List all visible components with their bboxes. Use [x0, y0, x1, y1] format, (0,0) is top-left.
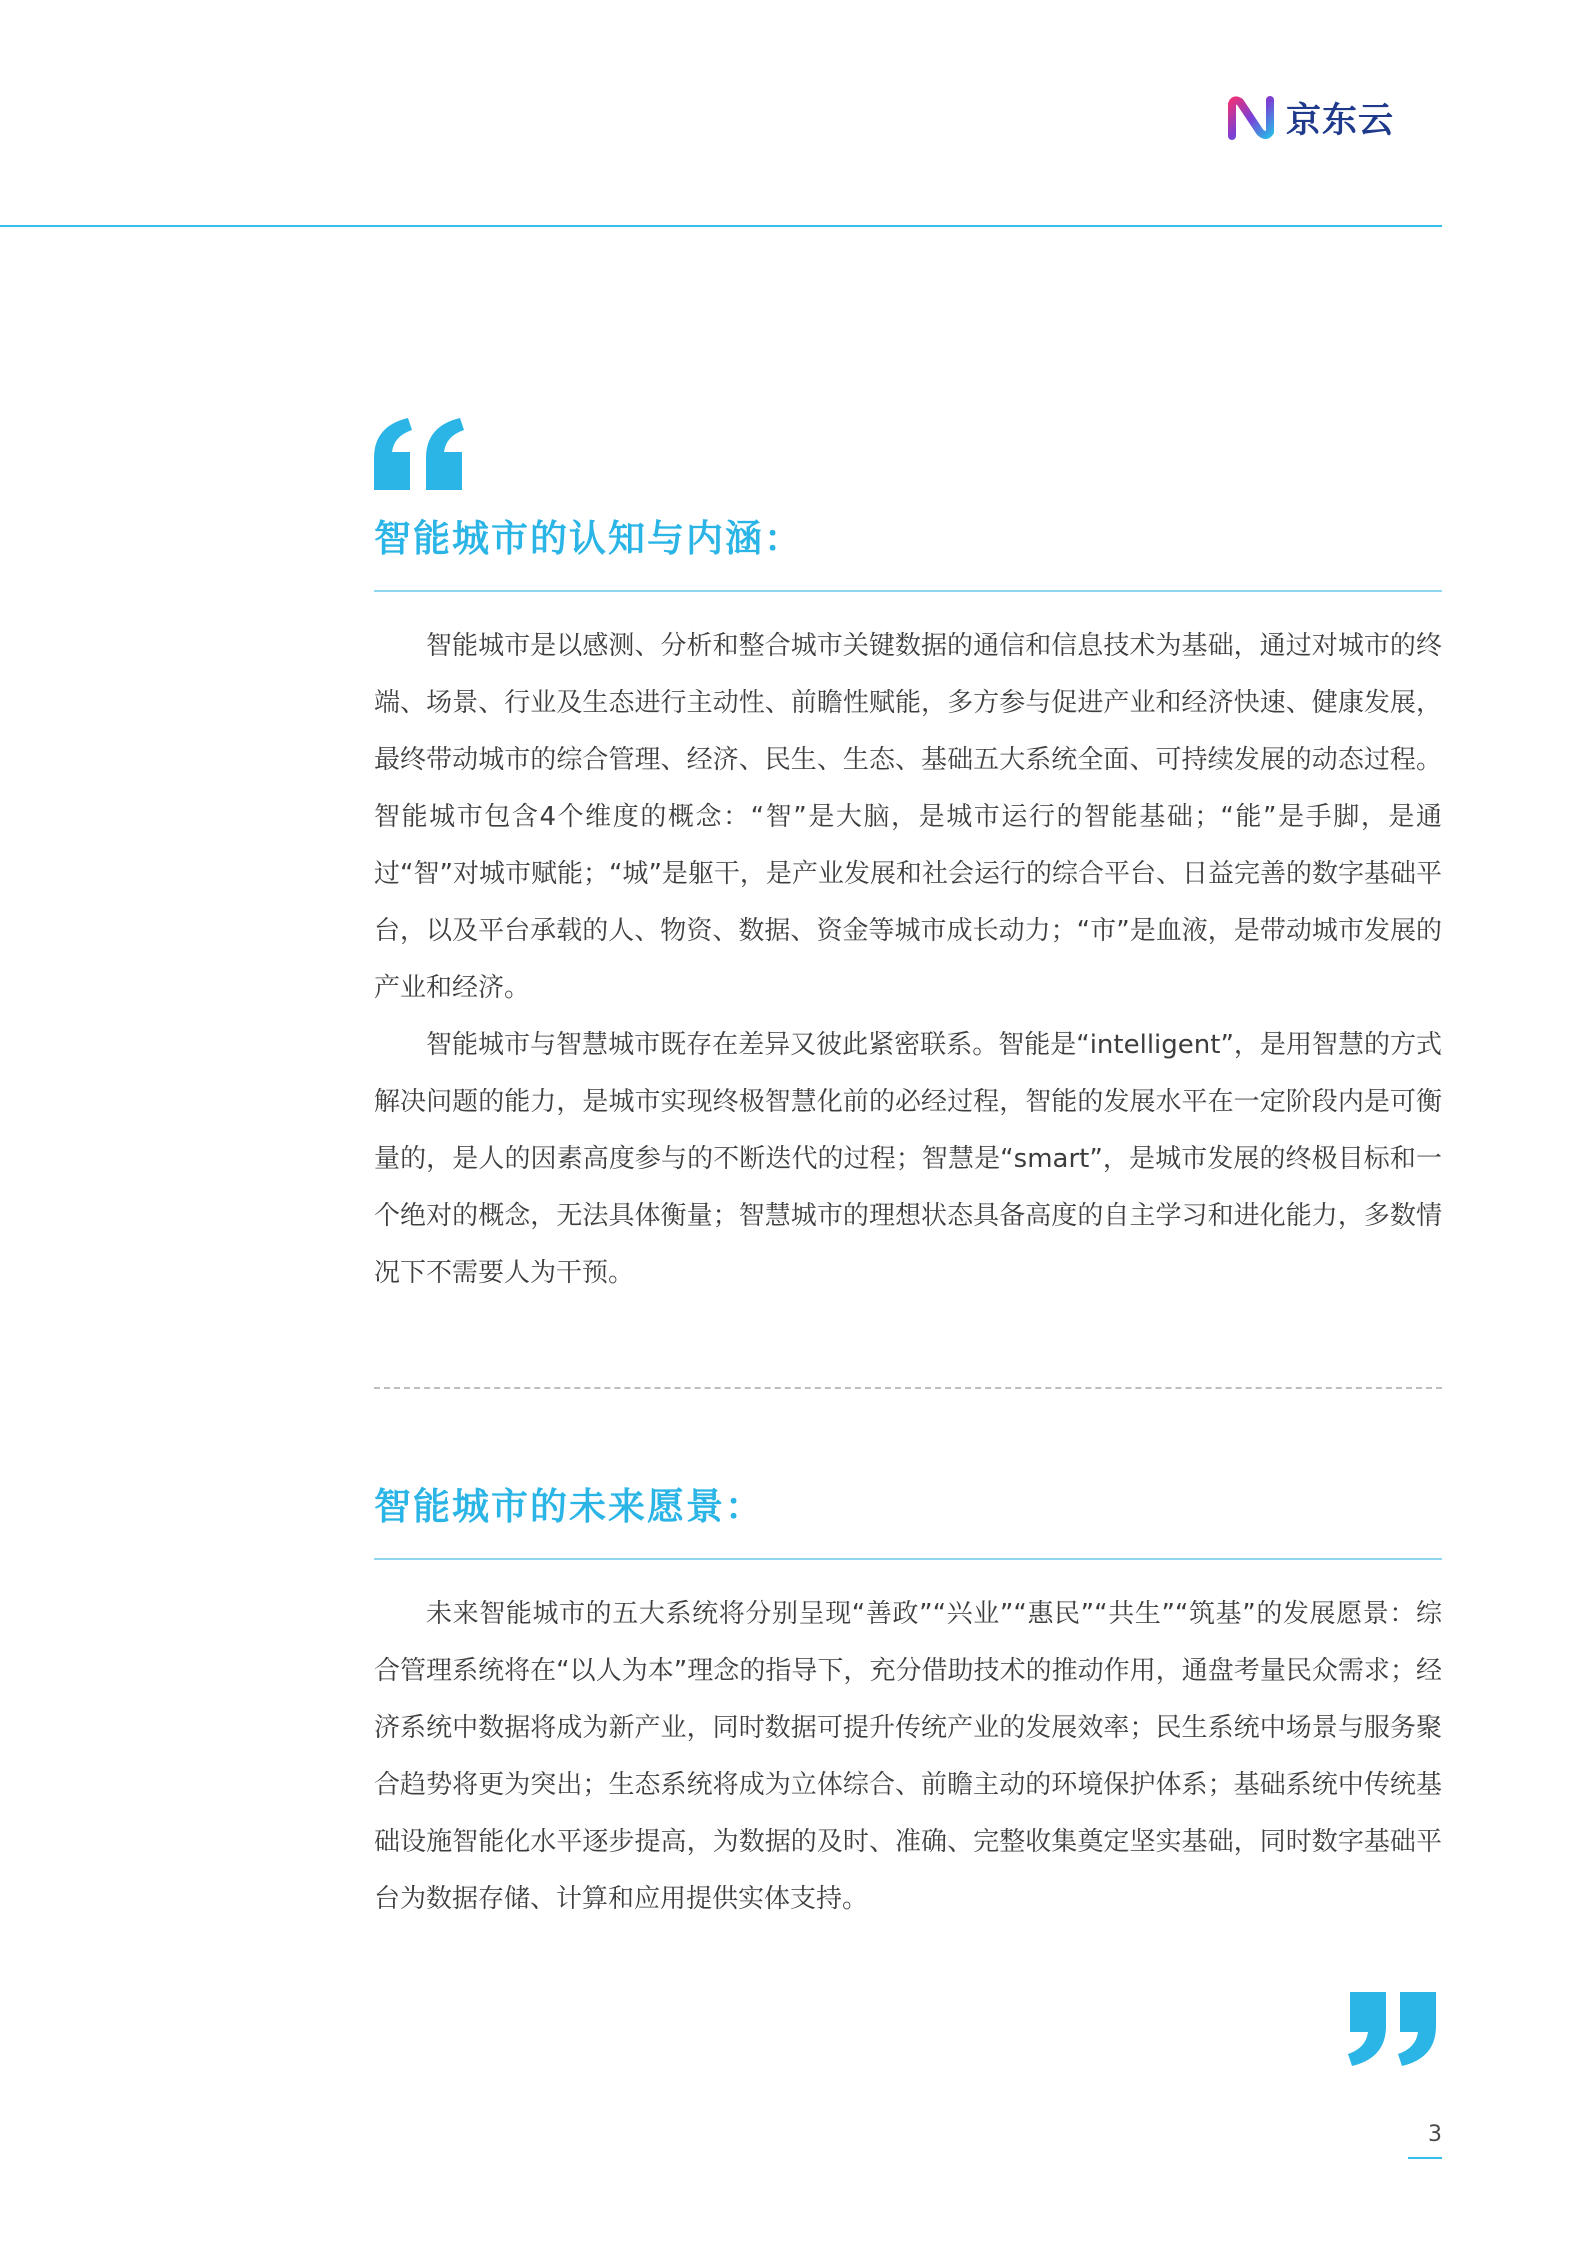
section-title-rule [374, 1558, 1442, 1560]
jdcloud-logo [1224, 92, 1394, 144]
close-quote-icon [1342, 1992, 1442, 2066]
section-body-vision [374, 1586, 1442, 1928]
section-body-cognition [374, 618, 1442, 1302]
header-rule [0, 225, 1442, 227]
open-quote-icon [370, 418, 470, 490]
logo-text: 京东云 [1286, 101, 1395, 141]
dashed-divider [374, 1387, 1442, 1389]
page-number: 3 [1428, 2122, 1442, 2147]
jdcloud-logo-icon [1224, 92, 1282, 144]
section-title-cognition: 智能城市的认知与内涵： [374, 517, 803, 560]
paragraph: 智能城市是以感测、分析和整合城市关键数据的通信和信息技术为基础，通过对城市的终端、场景、行业及生态进行主动性、前瞻性赋能，多方参与促进产业和经济快速、健康发展，最终带动城市的综合管理、经济、民生、生态、基础五大系统全面、可持续发展的动态过程。智能城市包含4个维度的概念：“智”是大脑，是城市运行的智能基础；“能”是手脚，是通过“智”对城市赋能；“城”是躯干，是产业发展和社会运行的综合平台、日益完善的数字基础平台，以及平台承载的人、物资、数据、资金等城市成长动力；“市”是血液，是带动城市发展的产业和经济。 [374, 631, 1442, 1003]
paragraph: 智能城市与智慧城市既存在差异又彼此紧密联系。智能是“intelligent”，是用智慧的方式解决问题的能力，是城市实现终极智慧化前的必经过程，智能的发展水平在一定阶段内是可衡量的，是人的因素高度参与的不断迭代的过程；智慧是“smart”，是城市发展的终极目标和一个绝对的概念，无法具体衡量；智慧城市的理想状态具备高度的自主学习和进化能力，多数情况下不需要人为干预。 [374, 1030, 1442, 1288]
paragraph: 未来智能城市的五大系统将分别呈现“善政”“兴业”“惠民”“共生”“筑基”的发展愿景：综合管理系统将在“以人为本”理念的指导下，充分借助技术的推动作用，通盘考量民众需求；经济系统中数据将成为新产业，同时数据可提升传统产业的发展效率；民生系统中场景与服务聚合趋势将更为突出；生态系统将成为立体综合、前瞻主动的环境保护体系；基础系统中传统基础设施智能化水平逐步提高，为数据的及时、准确、完整收集奠定坚实基础，同时数字基础平台为数据存储、计算和应用提供实体支持。 [374, 1599, 1442, 1914]
section-title-rule [374, 590, 1442, 592]
page-number-rule [1408, 2157, 1442, 2159]
section-title-vision: 智能城市的未来愿景： [374, 1485, 764, 1528]
